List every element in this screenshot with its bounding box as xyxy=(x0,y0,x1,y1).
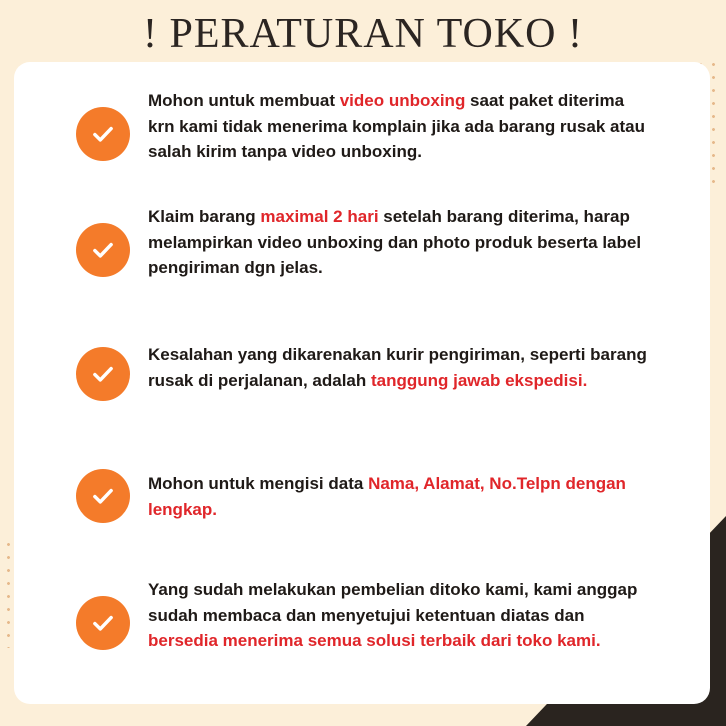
check-circle-icon xyxy=(76,107,130,161)
rules-card xyxy=(14,62,710,704)
page-title: ! PERATURAN TOKO ! xyxy=(143,11,583,57)
rule-text-2: Klaim barang maximal 2 hari setelah barang diterima, harap melampirkan video unboxing dan photo produk beserta label pengiriman dgn jelas. xyxy=(148,207,642,277)
rule-text-1: Mohon untuk membuat video unboxing saat paket diterima krn kami tidak menerima komplain jika ada barang rusak atau salah kirim tanpa video unboxing. xyxy=(148,91,645,161)
check-circle-icon xyxy=(76,223,130,277)
rule-text-4: Mohon untuk mengisi data Nama, Alamat, No.Telpn dengan lengkap. xyxy=(148,474,626,519)
check-circle-icon xyxy=(76,347,130,401)
rule-text-3: Kesalahan yang dikarenakan kurir pengiriman, seperti barang rusak di perjalanan, adalah tanggung jawab ekspedisi. xyxy=(148,345,647,390)
rule-text-5: Yang sudah melakukan pembelian ditoko kami, kami anggap sudah membaca dan menyetujui ketentuan diatas dan bersedia menerima semua solusi terbaik dari toko kami. xyxy=(148,580,638,650)
check-circle-icon xyxy=(76,469,130,523)
check-circle-icon xyxy=(76,596,130,650)
